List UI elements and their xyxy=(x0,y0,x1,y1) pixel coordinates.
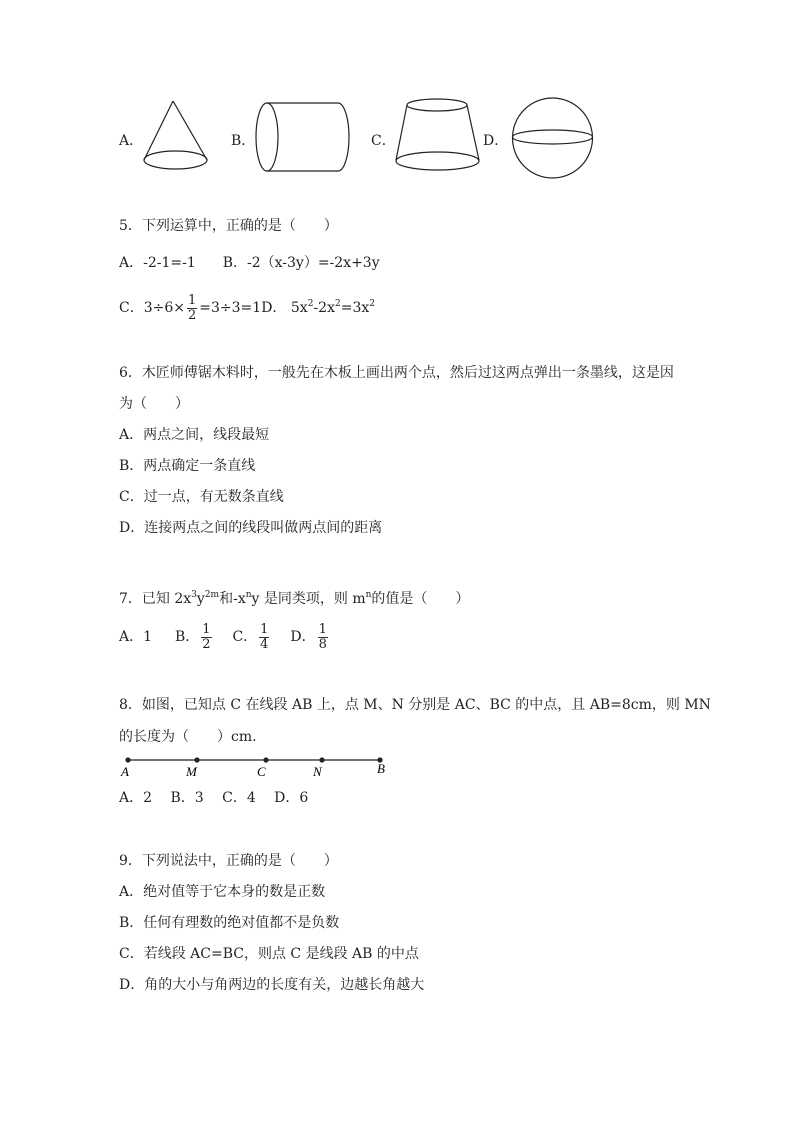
q7-exp1: 3 xyxy=(191,590,197,600)
segment-diagram xyxy=(118,752,398,780)
cone-figure xyxy=(140,98,212,178)
q4-option-d-label: D． xyxy=(483,133,509,149)
q5-d-exp1: 2 xyxy=(307,299,314,309)
q9-option-c: C．若线段 AC=BC，则点 C 是线段 AB 的中点 xyxy=(119,946,419,962)
cylinder-figure xyxy=(254,101,354,177)
point-m-dot xyxy=(194,757,199,762)
q6-stem-line1: 6．木匠师傅锯木料时，一般先在木板上画出两个点，然后过这两点弹出一条墨线，这是因 xyxy=(119,365,674,381)
q9-stem: 9．下列说法中，正确的是（ ） xyxy=(119,853,338,869)
q4-option-c-label: C． xyxy=(371,133,396,149)
q6-option-c: C．过一点，有无数条直线 xyxy=(119,489,284,505)
fraction-denominator: 2 xyxy=(188,307,197,323)
q6-option-b: B．两点确定一条直线 xyxy=(119,458,256,474)
q5-options-ab xyxy=(119,253,380,273)
q7-exp3: n xyxy=(245,590,252,600)
q5-option-a: -2-1=-1 xyxy=(143,255,196,271)
q5-stem: 5．下列运算中，正确的是（ ） xyxy=(119,218,338,234)
fraction-numerator: 1 xyxy=(260,621,269,637)
q6-option-a: A．两点之间，线段最短 xyxy=(119,427,270,443)
q7-stem-part2: y xyxy=(196,591,205,607)
point-c-label: C xyxy=(257,764,266,779)
point-b-label: B xyxy=(377,761,385,776)
point-n-dot xyxy=(319,757,324,762)
fraction-numerator: 1 xyxy=(318,621,327,637)
q7-option-c-label: C． xyxy=(232,629,258,645)
q5-option-c-fraction xyxy=(187,294,197,323)
q7-stem-part3: 和-x xyxy=(219,591,246,607)
q7-option-a-label: A． xyxy=(119,629,144,645)
q5-d-term1: 5x xyxy=(290,300,308,316)
q7-exp2: 2m xyxy=(204,590,220,600)
sphere-figure xyxy=(507,97,603,181)
q7-exp4: n xyxy=(365,590,372,600)
q7-stem xyxy=(119,585,469,609)
fraction-numerator: 1 xyxy=(202,621,211,637)
point-n-label: N xyxy=(313,764,322,779)
q5-d-exp3: 2 xyxy=(369,299,375,309)
q7-option-b-fraction xyxy=(201,623,211,652)
q7-option-c-fraction xyxy=(259,623,269,652)
q7-stem-part4: y 是同类项，则 m xyxy=(251,591,366,607)
fraction-denominator: 4 xyxy=(260,636,269,652)
q8-stem-line2: 的长度为（ ）cm. xyxy=(119,729,257,745)
fraction-denominator: 2 xyxy=(202,636,211,652)
q8-stem-line1: 8．如图，已知点 C 在线段 AB 上，点 M、N 分别是 AC、BC 的中点，且 AB=8cm，则 MN xyxy=(119,697,711,713)
q5-option-a-label: A． xyxy=(119,255,144,271)
q7-option-d-fraction xyxy=(318,623,328,652)
q5-option-d-label: D． xyxy=(261,300,287,316)
q6-stem-line2: 为（ ） xyxy=(119,396,189,412)
q6-option-d: D．连接两点之间的线段叫做两点间的距离 xyxy=(119,520,383,536)
q5-options-cd xyxy=(119,287,375,325)
q7-option-a-value: 1 xyxy=(143,629,153,645)
q5-d-term3: =3x xyxy=(340,300,370,316)
q7-stem-part1: 7．已知 2x xyxy=(119,591,192,607)
q7-options xyxy=(119,620,330,654)
q9-option-b: B．任何有理数的绝对值都不是负数 xyxy=(119,915,340,931)
q5-option-c-label: C． xyxy=(119,300,144,316)
q8-options: A．2 B．3 C．4 D．6 xyxy=(119,790,309,806)
point-a-label: A xyxy=(121,764,129,779)
q4-option-a-label: A． xyxy=(119,133,144,149)
q9-option-a: A．绝对值等于它本身的数是正数 xyxy=(119,884,326,900)
q5-option-c-left: 3÷6× xyxy=(143,300,185,316)
q5-option-c-right: =3÷3=1 xyxy=(199,300,262,316)
q9-option-d: D．角的大小与角两边的长度有关，边越长角越大 xyxy=(119,977,425,993)
q4-option-b-label: B． xyxy=(231,133,256,149)
q5-option-b-label: B． xyxy=(222,255,247,271)
q7-stem-part5: 的值是（ ） xyxy=(371,591,470,607)
fraction-numerator: 1 xyxy=(188,292,197,308)
point-a-dot xyxy=(125,757,130,762)
q7-option-d-label: D． xyxy=(290,629,316,645)
q5-option-d xyxy=(291,300,375,316)
frustum-figure xyxy=(393,96,483,178)
q5-d-term2: -2x xyxy=(313,300,335,316)
fraction-denominator: 8 xyxy=(318,636,327,652)
q5-option-b: -2（x-3y）=-2x+3y xyxy=(246,255,380,271)
point-m-label: M xyxy=(186,764,197,779)
q5-d-exp2: 2 xyxy=(334,299,341,309)
q7-option-b-label: B． xyxy=(174,629,200,645)
point-c-dot xyxy=(263,757,268,762)
